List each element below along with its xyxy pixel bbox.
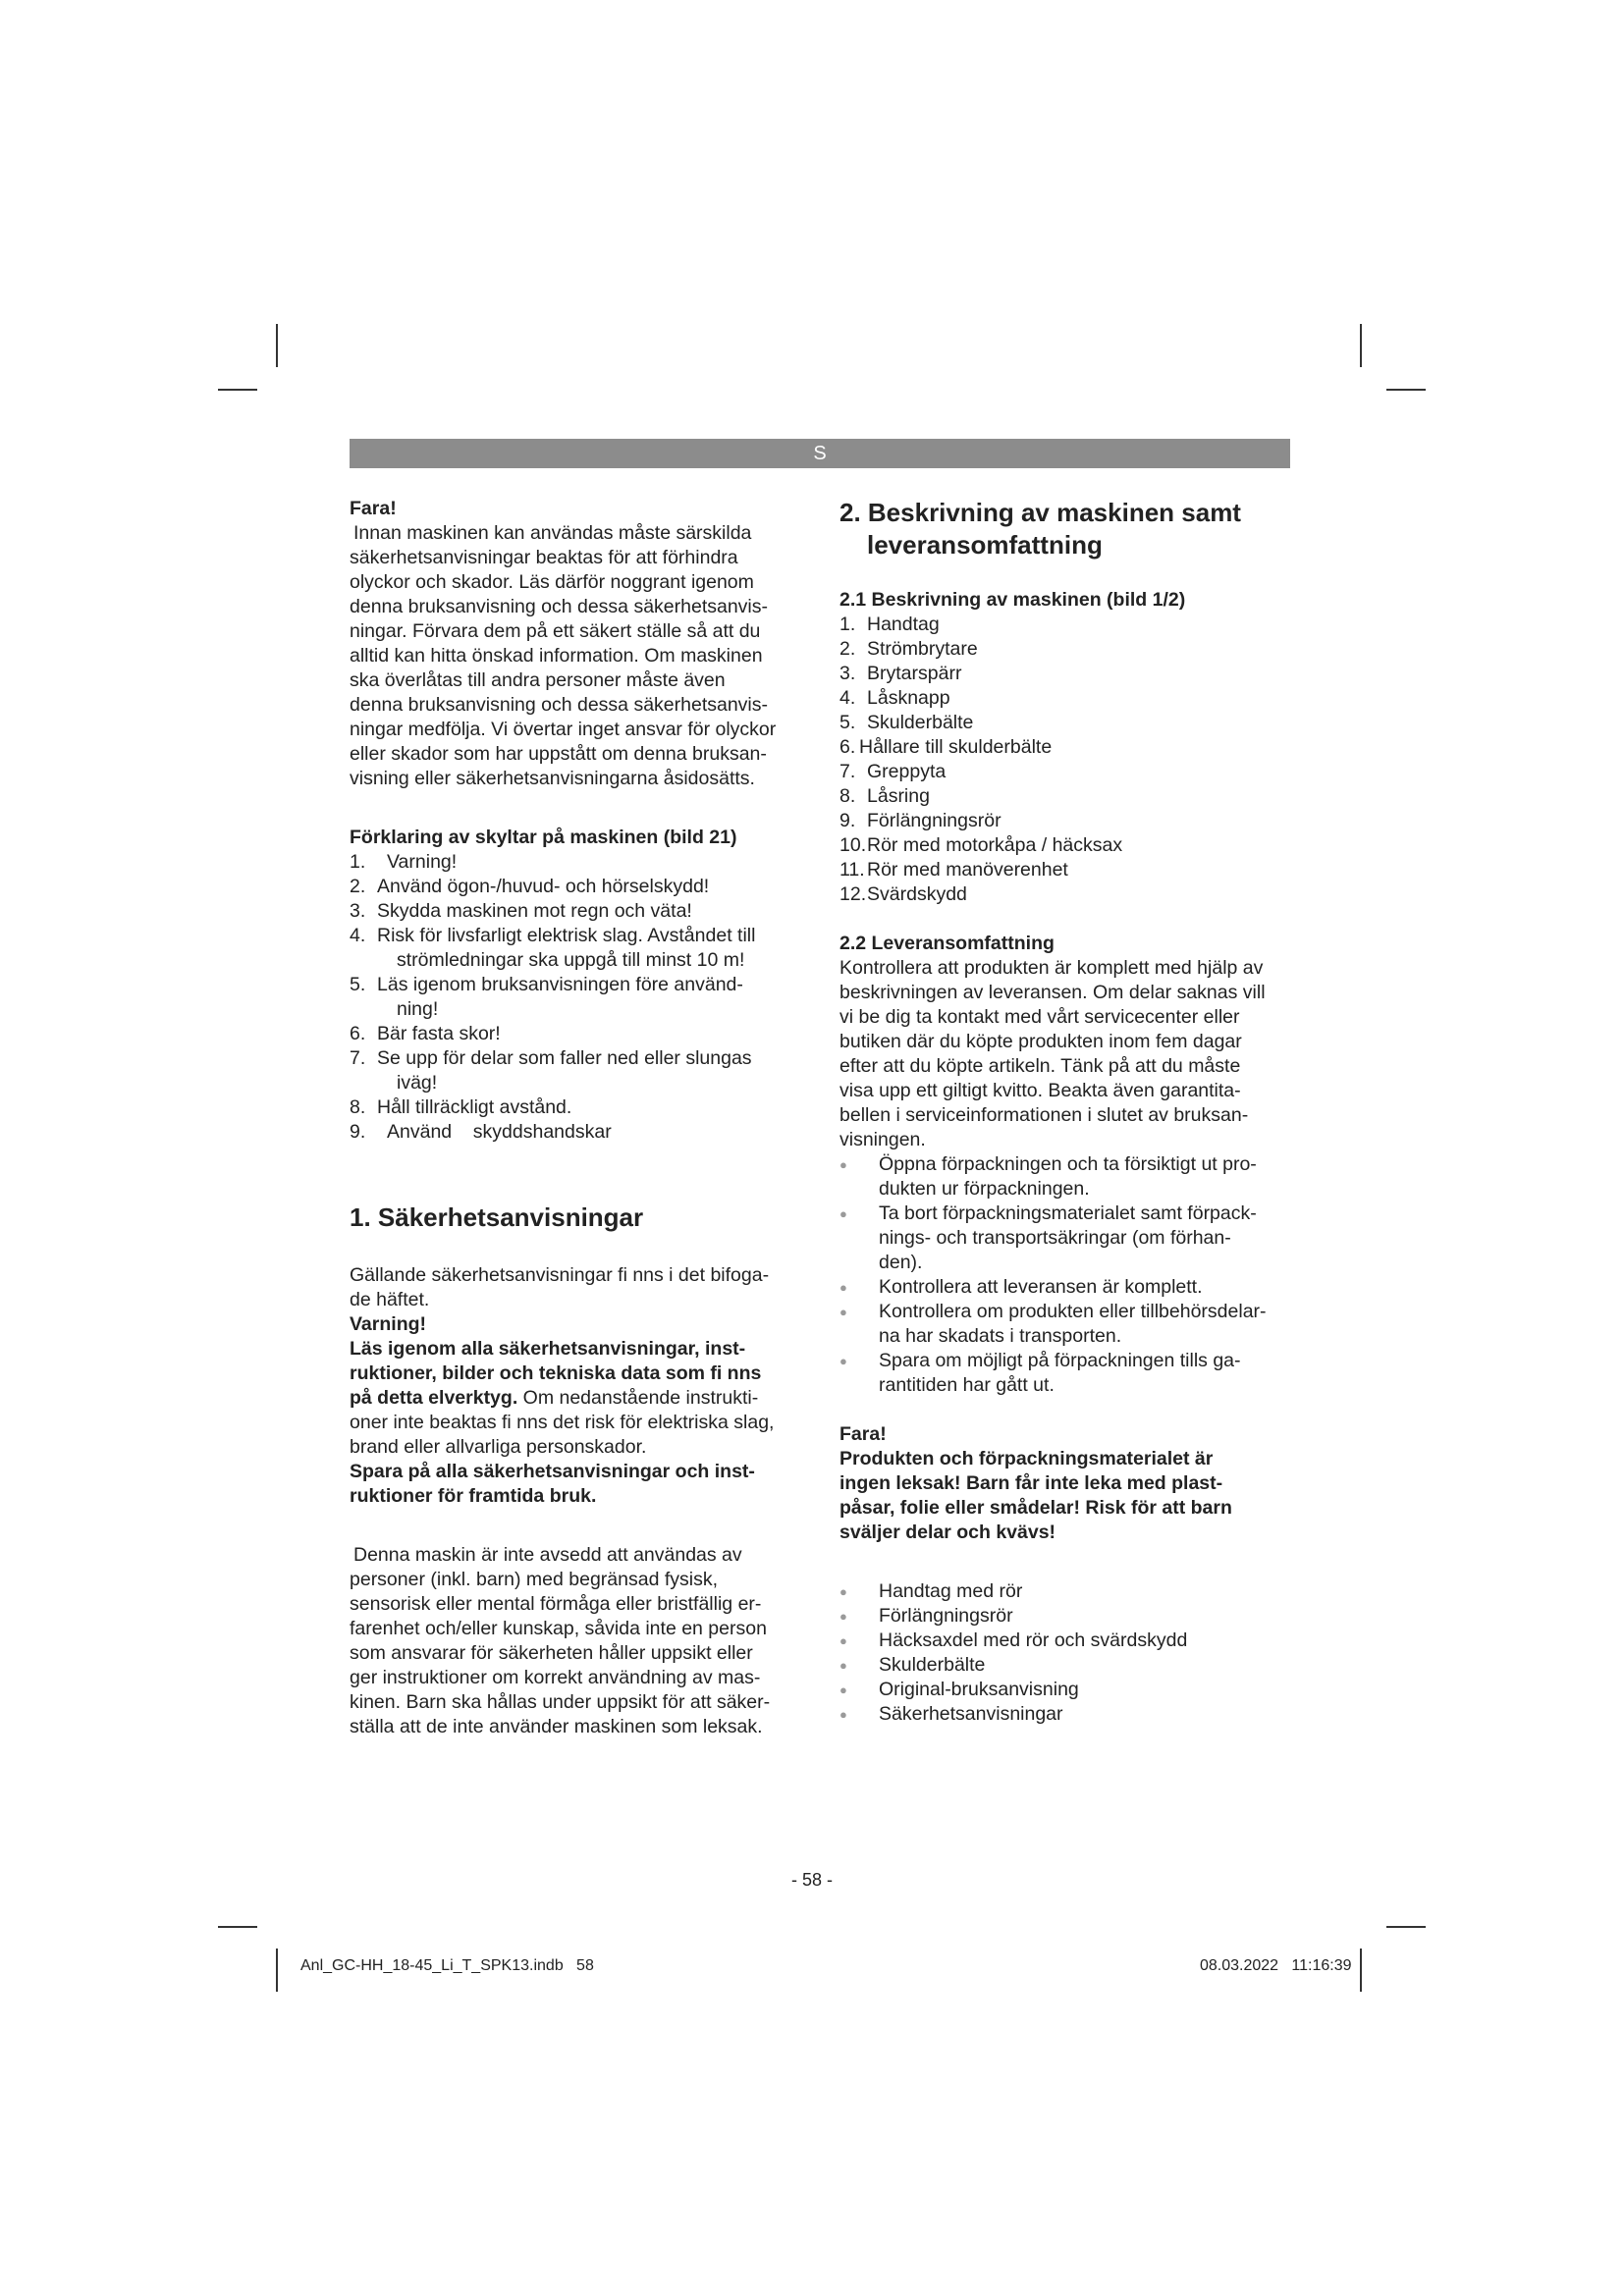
text-line: visningen. (839, 1129, 926, 1150)
text-line: personer (inkl. barn) med begränsad fysisk, (350, 1569, 719, 1590)
page-number: - 58 - (790, 1870, 833, 1890)
subsection-2-2-heading: 2.2 Leveransomfattning (839, 933, 1055, 954)
crop-mark-bottom-right-h (1386, 1926, 1426, 1928)
text-line: kinen. Barn ska hållas under uppsikt för att säker- (350, 1691, 771, 1713)
list-item: 2. Använd ögon-/huvud- och hörselskydd! (350, 876, 710, 897)
list-item: ● Kontrollera att leveransen är komplett. (839, 1275, 1297, 1300)
list-item: 6. Hållare till skulderbälte (839, 736, 1053, 758)
crop-mark-top-left-v (276, 324, 278, 367)
text-line: vi be dig ta kontakt med vårt servicecenter eller (839, 1006, 1240, 1028)
list-item: 12.Svärdskydd (839, 883, 967, 905)
list-item: 11. Rör med manöverenhet (839, 859, 1068, 881)
text-line: påsar, folie eller smådelar! Risk för att barn (839, 1497, 1232, 1519)
section-1-heading: 1. Säkerhetsanvisningar (350, 1202, 644, 1232)
list-item: ● Spara om möjligt på förpackningen tills ga- rantitiden har gått ut. (839, 1349, 1297, 1398)
text-line: visning eller säkerhetsanvisningarna åsidosätts. (350, 768, 755, 789)
text-line: denna bruksanvisning och dessa säkerhetsanvis- (350, 596, 769, 617)
list-item: ● Öppna förpackningen och ta försiktigt ut pro- dukten ur förpackningen. (839, 1152, 1297, 1201)
text-line: butiken där du köpte produkten inom fem dagar (839, 1031, 1242, 1052)
crop-mark-top-right-h (1386, 389, 1426, 391)
signs-title: Förklaring av skyltar på maskinen (bild 21) (350, 827, 737, 848)
text-line: de häftet. (350, 1289, 430, 1310)
section-2-heading-line2: leveransomfattning (867, 530, 1103, 560)
list-item: 7. Se upp för delar som faller ned eller slungas iväg! (350, 1047, 752, 1094)
list-item: 1. Varning! (350, 851, 458, 873)
danger-title-right: Fara! (839, 1423, 887, 1445)
list-item: 5. Skulderbälte (839, 712, 974, 733)
text-line: ningar. Förvara dem på ett säkert ställe så att du (350, 620, 761, 642)
delivery-contents-list (839, 1579, 1297, 1727)
list-item: 1. Handtag (839, 614, 940, 635)
list-item: 10.Rör med motorkåpa / häcksax (839, 834, 1123, 856)
text-line: Denna maskin är inte avsedd att användas av (353, 1544, 742, 1566)
text-line: som ansvarar för säkerheten håller uppsikt eller (350, 1642, 753, 1664)
text-line: beskrivningen av leveransen. Om delar saknas vill (839, 982, 1266, 1003)
text-line: ställa att de inte använder maskinen som leksak. (350, 1716, 763, 1737)
danger-title: Fara! (350, 498, 397, 519)
unpacking-steps (839, 1152, 1297, 1398)
text-line: sväljer delar och kvävs! (839, 1522, 1056, 1543)
crop-mark-bottom-right-v (1360, 1949, 1362, 1992)
list-item: 3. Brytarspärr (839, 663, 962, 684)
crop-mark-bottom-left-v (276, 1949, 278, 1992)
list-item: 5. Läs igenom bruksanvisningen före använd- ning! (350, 974, 743, 1020)
list-item: ● Kontrollera om produkten eller tillbehörsdelar- na har skadats i transporten. (839, 1300, 1297, 1349)
list-item: ● Ta bort förpackningsmaterialet samt förpack- nings- och transportsäkringar (om förhan- den). (839, 1201, 1297, 1275)
text-line: ruktioner för framtida bruk. (350, 1485, 597, 1507)
list-item: 2. Strömbrytare (839, 638, 978, 660)
list-item: 8. Håll tillräckligt avstånd. (350, 1096, 572, 1118)
crop-mark-top-left-h (218, 389, 257, 391)
list-item: ● Skulderbälte (839, 1653, 1297, 1678)
list-item: ● Handtag med rör (839, 1579, 1297, 1604)
text-line: visa upp ett giltigt kvitto. Beakta även garantita- (839, 1080, 1241, 1101)
list-item: ● Original-bruksanvisning (839, 1678, 1297, 1702)
text-line: olyckor och skador. Läs därför noggrant igenom (350, 571, 754, 593)
list-item: 8. Låsring (839, 785, 930, 807)
list-item: 4. Låsknapp (839, 687, 950, 709)
text-line: eller skador som har uppstått om denna bruksan- (350, 743, 767, 765)
children-paragraph (350, 1543, 807, 1739)
subsection-2-1-heading: 2.1 Beskrivning av maskinen (bild 1/2) (839, 589, 1186, 611)
footer-timestamp: 08.03.2022 11:16:39 (1200, 1957, 1352, 1974)
list-item: 6. Bär fasta skor! (350, 1023, 501, 1044)
list-item: 7. Greppyta (839, 761, 947, 782)
text-line: farenhet och/eller kunskap, såvida inte en person (350, 1618, 767, 1639)
text-line: efter att du köpte artikeln. Tänk på att du måste (839, 1055, 1241, 1077)
footer-file-name: Anl_GC-HH_18-45_Li_T_SPK13.indb 58 (300, 1957, 594, 1974)
list-item: ● Häcksaxdel med rör och svärdskydd (839, 1629, 1297, 1653)
list-item: ● Säkerhetsanvisningar (839, 1702, 1297, 1727)
text-line: oner inte beaktas fi nns det risk för elektriska slag, (350, 1412, 775, 1433)
text-line: Produkten och förpackningsmaterialet är (839, 1448, 1214, 1469)
left-column (350, 497, 807, 1739)
text-line: brand eller allvarliga personskador. (350, 1436, 647, 1458)
crop-mark-top-right-v (1360, 324, 1362, 367)
text-line: Innan maskinen kan användas måste särskilda (353, 522, 752, 544)
text-line: sensorisk eller mental förmåga eller bristfällig er- (350, 1593, 762, 1615)
text-line: Spara på alla säkerhetsanvisningar och inst- (350, 1461, 755, 1482)
text-line: på detta elverktyg. Om nedanstående instrukti- (350, 1387, 759, 1409)
text-line: bellen i serviceinformationen i slutet av bruksan- (839, 1104, 1249, 1126)
text-line: ger instruktioner om korrekt användning av mas- (350, 1667, 761, 1688)
text-line: säkerhetsanvisningar beaktas för att förhindra (350, 547, 738, 568)
right-column (839, 497, 1297, 1727)
text-line: Gällande säkerhetsanvisningar fi nns i det bifoga- (350, 1264, 770, 1286)
crop-mark-bottom-left-h (218, 1926, 257, 1928)
list-item: ● Förlängningsrör (839, 1604, 1297, 1629)
list-item: 3. Skydda maskinen mot regn och väta! (350, 900, 692, 922)
text-line: ruktioner, bilder och tekniska data som fi nns (350, 1362, 762, 1384)
text-line: ningar medfölja. Vi övertar inget ansvar för olyckor (350, 719, 777, 740)
danger-paragraph (350, 521, 807, 791)
language-header-bar (350, 439, 1290, 468)
list-item: 9. Använd skyddshandskar (350, 1121, 612, 1143)
signs-list (350, 850, 807, 1145)
parts-list (839, 613, 1297, 907)
section-2-heading-line1: 2. Beskrivning av maskinen samt (839, 498, 1241, 527)
text-line: ingen leksak! Barn får inte leka med plast- (839, 1472, 1223, 1494)
text-line: ska överlåtas till andra personer måste även (350, 669, 726, 691)
list-item: 9. Förlängningsrör (839, 810, 1001, 831)
text-line: denna bruksanvisning och dessa säkerhetsanvis- (350, 694, 769, 716)
text-line: alltid kan hitta önskad information. Om maskinen (350, 645, 763, 667)
language-code: S (813, 443, 827, 464)
warning-label: Varning! (350, 1313, 427, 1335)
list-item: 4. Risk för livsfarligt elektrisk slag. Avståndet till strömledningar ska uppgå till minst 10 m! (350, 925, 756, 971)
text-line: Läs igenom alla säkerhetsanvisningar, inst- (350, 1338, 746, 1360)
text-line: Kontrollera att produkten är komplett med hjälp av (839, 957, 1264, 979)
